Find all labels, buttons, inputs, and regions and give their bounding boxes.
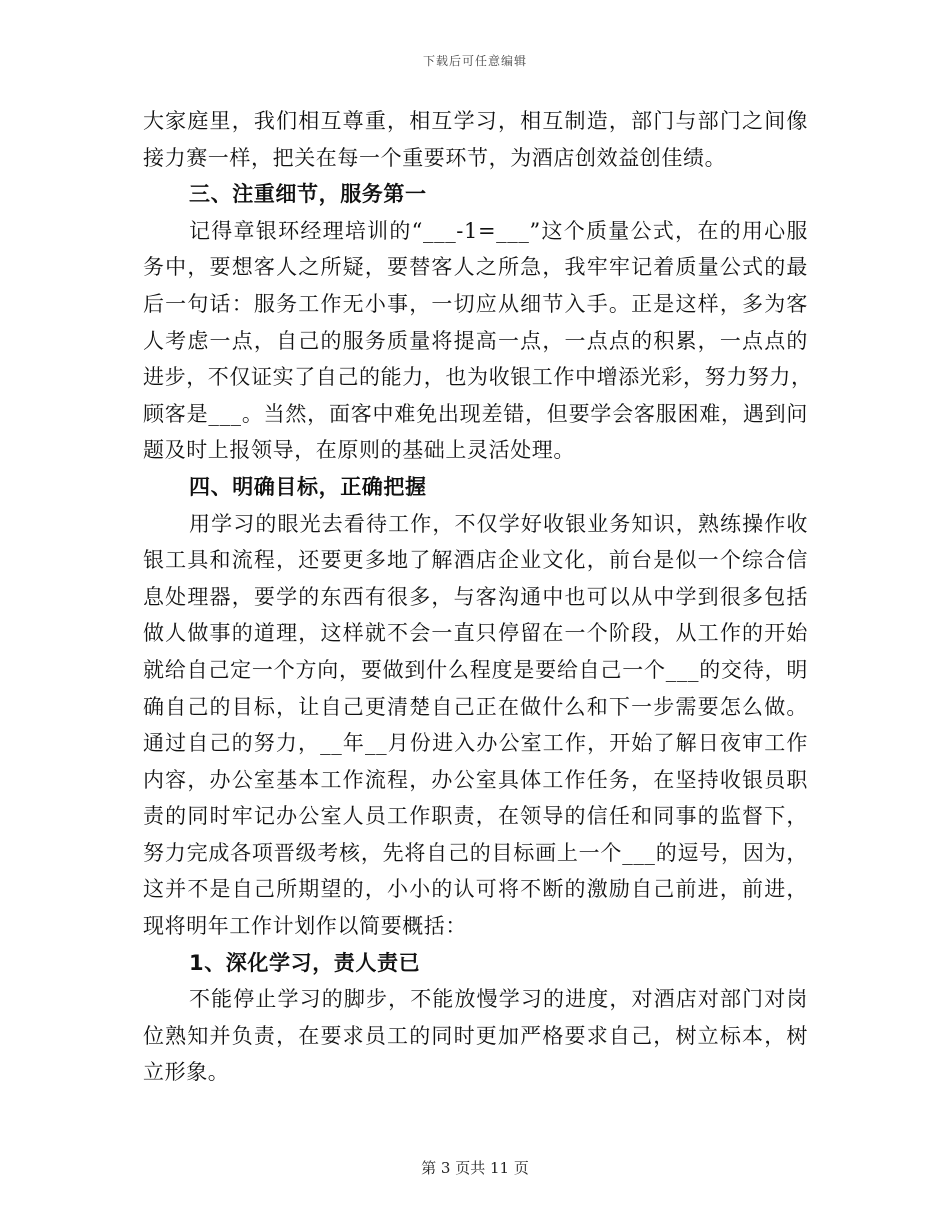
page-footer: 第 3 页共 11 页 — [421, 1159, 529, 1177]
paragraph-line: 这并不是自己所期望的，小小的认可将不断的激励自己前进，前进， — [143, 877, 808, 902]
paragraph-line: 立形象。 — [143, 1060, 230, 1085]
paragraph-line: 通过自己的努力，__年__月份进入办公室工作，开始了解日夜审工作 — [143, 731, 808, 756]
paragraph-line: 进步，不仅证实了自己的能力，也为收银工作中增添光彩，努力努力， — [143, 365, 813, 390]
paragraph-line: 位熟知并负责，在要求员工的同时更加严格要求自己，树立标本，树 — [143, 1023, 808, 1048]
paragraph-line: 务中，要想客人之所疑，要替客人之所急，我牢牢记着质量公式的最 — [143, 255, 808, 280]
section-heading: 四、明确目标，正确把握 — [189, 474, 427, 499]
paragraph-line: 确自己的目标，让自己更清楚自己正在做什么和下一步需要怎么做。 — [143, 694, 808, 719]
paragraph-line: 顾客是___。当然，面客中难免出现差错，但要学会客服困难，遇到问 — [143, 401, 808, 426]
paragraph-line: 责的同时牢记办公室人员工作职责，在领导的信任和同事的监督下， — [143, 804, 808, 829]
paragraph-line: 不能停止学习的脚步，不能放慢学习的进度，对酒店对部门对岗 — [189, 987, 808, 1012]
paragraph-line: 人考虑一点，自己的服务质量将提高一点，一点点的积累，一点点的 — [143, 328, 808, 353]
paragraph-line: 做人做事的道理，这样就不会一直只停留在一个阶段，从工作的开始 — [143, 621, 808, 646]
document-body — [143, 103, 813, 1091]
section-heading: 三、注重细节，服务第一 — [189, 182, 427, 207]
paragraph-line: 银工具和流程，还要更多地了解酒店企业文化，前台是似一个综合信 — [143, 548, 808, 573]
paragraph-line: 息处理器，要学的东西有很多，与客沟通中也可以从中学到很多包括 — [143, 584, 808, 609]
page-header: 下载后可任意编辑 — [422, 54, 527, 68]
paragraph-line: 现将明年工作计划作以简要概括： — [143, 914, 467, 939]
paragraph-line: 用学习的眼光去看待工作，不仅学好收银业务知识，熟练操作收 — [189, 511, 808, 536]
paragraph-line: 内容，办公室基本工作流程，办公室具体工作任务，在坚持收银员职 — [143, 767, 808, 792]
paragraph-line: 后一句话：服务工作无小事，一切应从细节入手。正是这样，多为客 — [143, 291, 808, 316]
paragraph-line: 就给自己定一个方向，要做到什么程度是要给自己一个___的交待，明 — [143, 657, 808, 682]
paragraph-line: 接力赛一样，把关在每一个重要环节，为酒店创效益创佳绩。 — [143, 145, 727, 170]
paragraph-line: 记得章银环经理培训的“___-1=___”这个质量公式，在的用心服 — [189, 218, 808, 243]
section-heading: 1、深化学习，责人责已 — [189, 950, 421, 975]
paragraph-line: 题及时上报领导，在原则的基础上灵活处理。 — [143, 438, 575, 463]
paragraph-line: 努力完成各项晋级考核，先将自己的目标画上一个___的逗号，因为， — [143, 840, 808, 865]
paragraph-line: 大家庭里，我们相互尊重，相互学习，相互制造，部门与部门之间像 — [143, 109, 808, 133]
